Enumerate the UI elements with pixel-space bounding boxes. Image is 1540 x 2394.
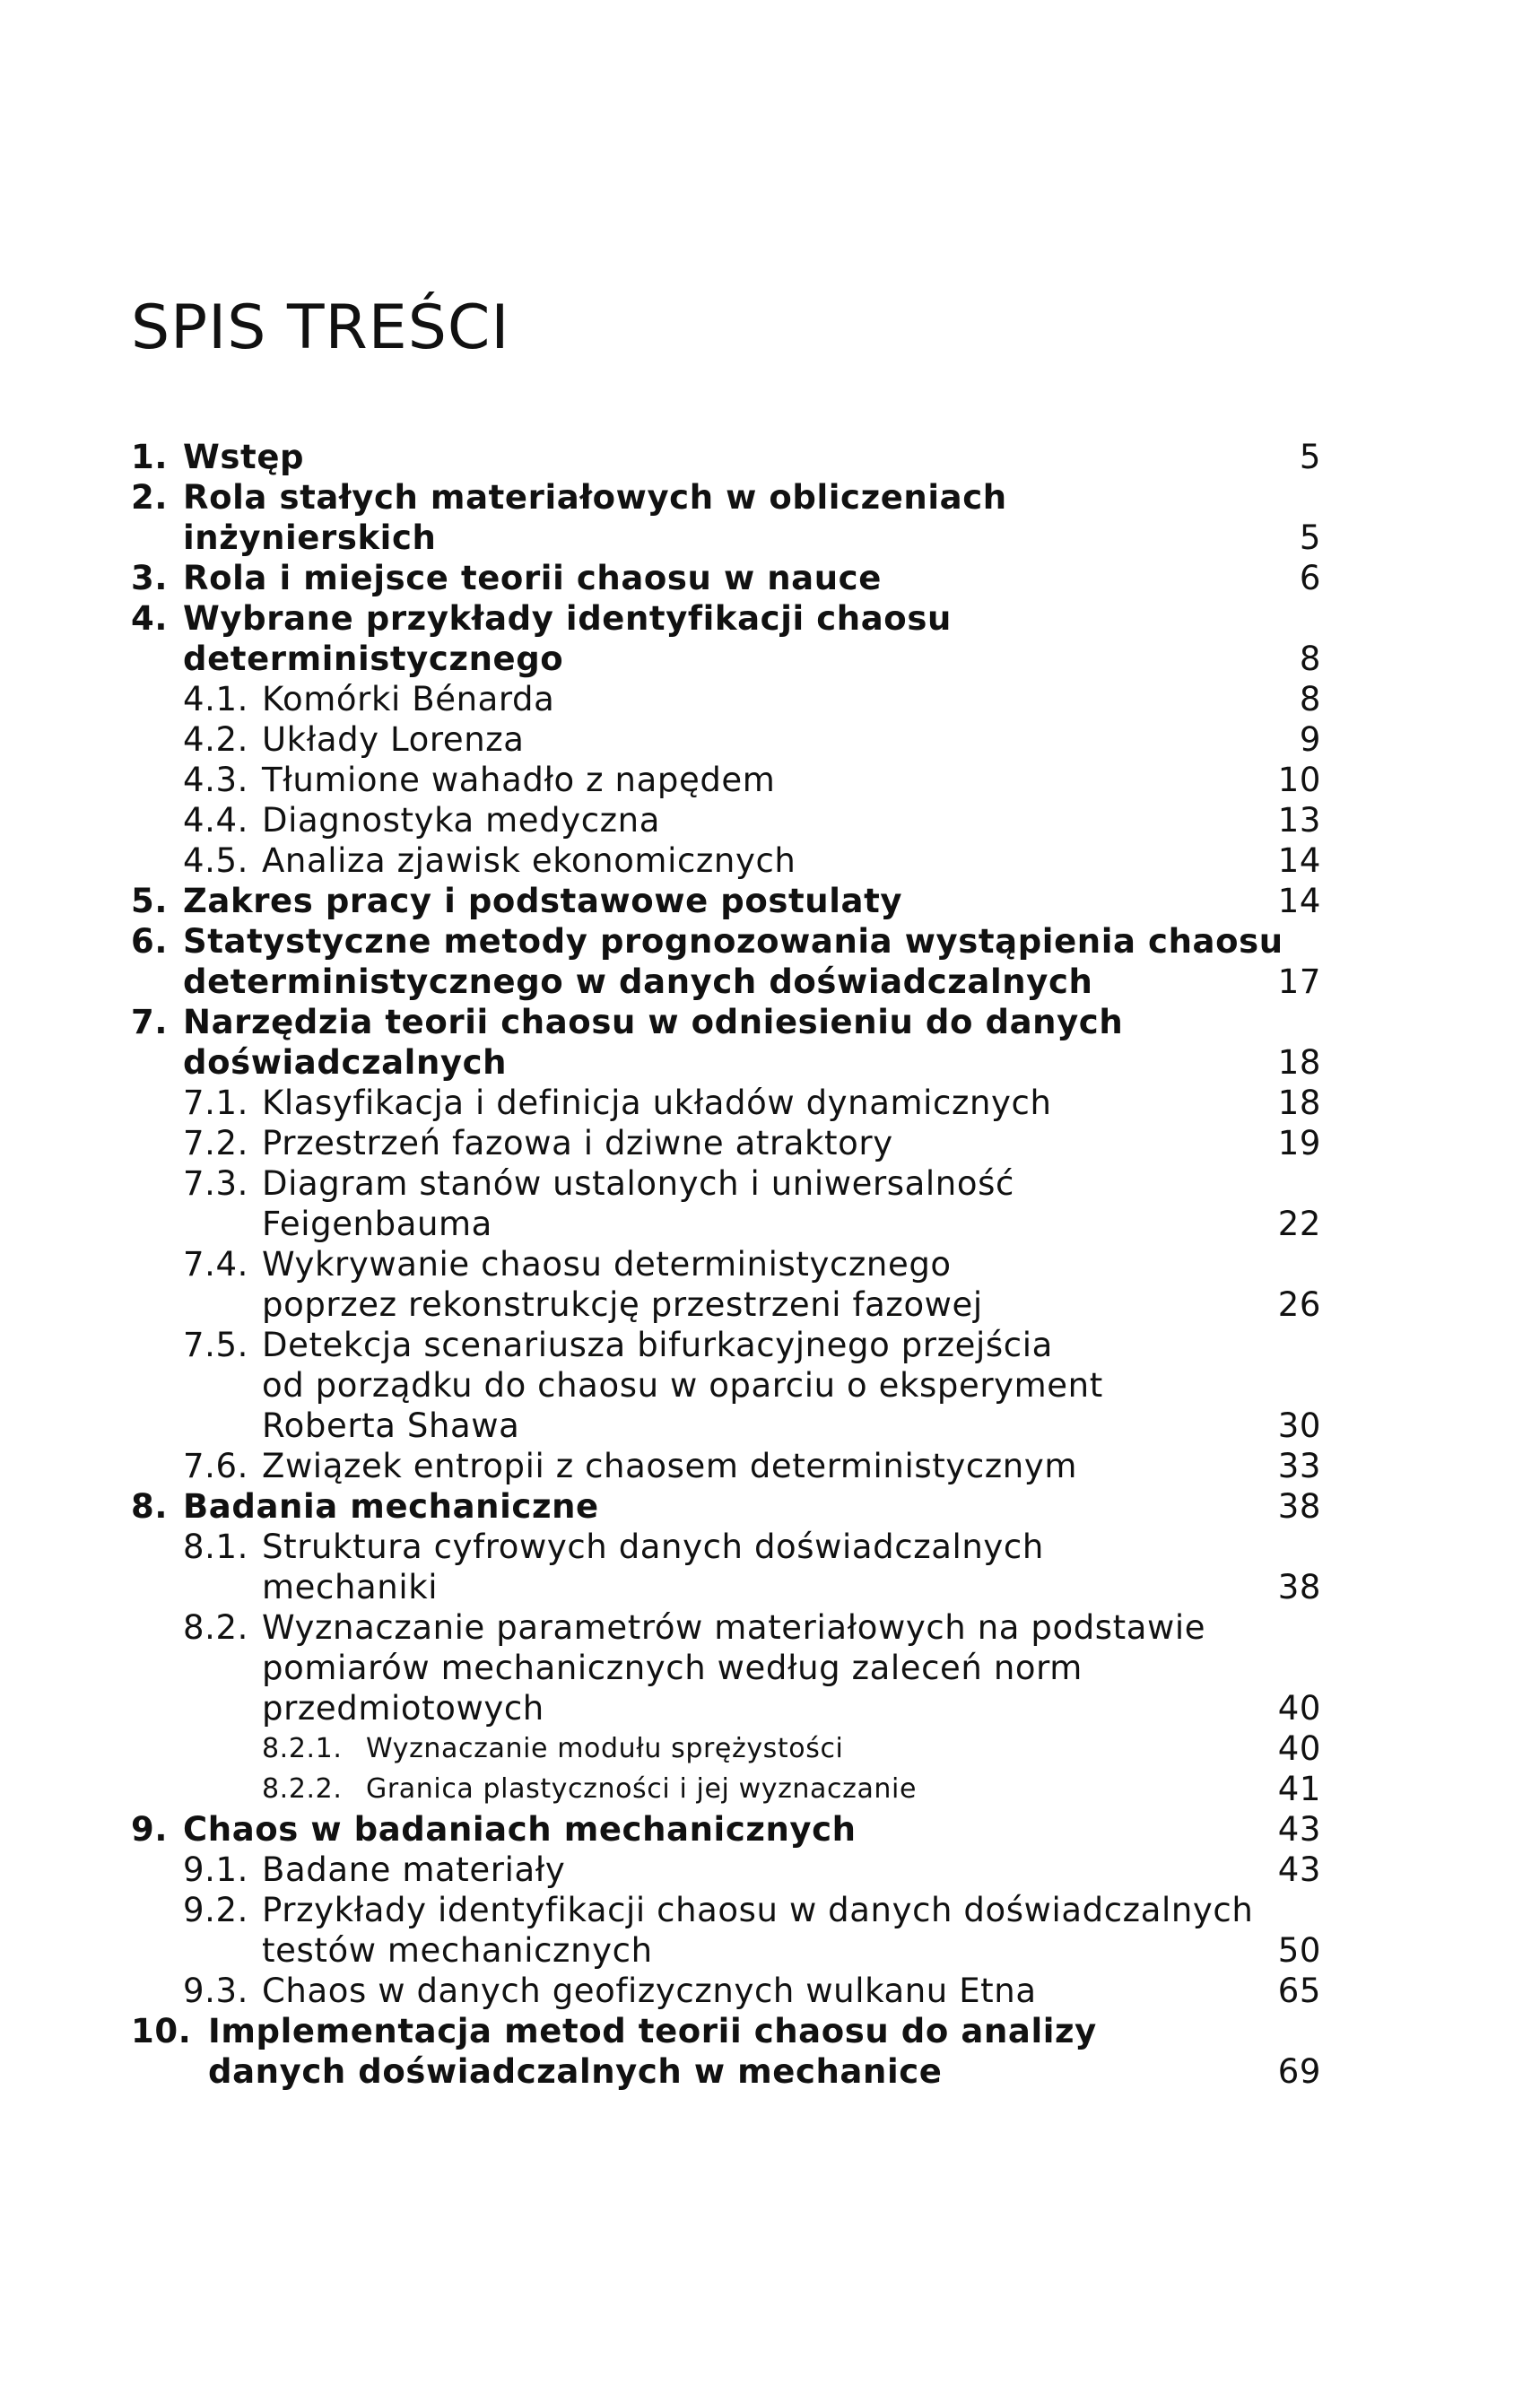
toc-text: Badane materiały xyxy=(262,1850,566,1889)
toc-page: 30 xyxy=(1277,1406,1321,1445)
toc-entry-8-2-1 xyxy=(0,1728,1540,1769)
toc-entry-4-cont xyxy=(0,639,1540,679)
toc-entry-7-2 xyxy=(0,1123,1540,1163)
toc-entry-4-3 xyxy=(0,760,1540,800)
toc-text: pomiarów mechanicznych według zaleceń norm xyxy=(262,1649,1083,1687)
toc-entry-7-3 xyxy=(0,1163,1540,1204)
toc-number: 7.4. xyxy=(183,1245,249,1284)
toc-number: 7.3. xyxy=(183,1164,249,1203)
toc-number: 7.1. xyxy=(183,1084,249,1122)
toc-number: 8.2.2. xyxy=(262,1773,343,1805)
toc-entry-10 xyxy=(0,2011,1540,2051)
toc-text: Implementacja metod teorii chaosu do analizy xyxy=(208,2012,1097,2050)
toc-entry-8-2-cont xyxy=(0,1648,1540,1688)
toc-entry-8-2-cont2 xyxy=(0,1688,1540,1728)
toc-text: Wstęp xyxy=(183,438,305,476)
toc-text: Granica plastyczności i jej wyznaczanie xyxy=(366,1773,918,1805)
toc-page: 50 xyxy=(1277,1931,1321,1970)
toc-entry-6-cont xyxy=(0,962,1540,1002)
toc-page: 38 xyxy=(1277,1487,1321,1526)
toc-number: 8.2.1. xyxy=(262,1733,343,1764)
toc-page: 38 xyxy=(1277,1568,1321,1606)
toc-text: Związek entropii z chaosem deterministycznym xyxy=(262,1447,1077,1485)
toc-entry-7-1 xyxy=(0,1083,1540,1123)
toc-number: 4.4. xyxy=(183,801,249,840)
toc-text: Struktura cyfrowych danych doświadczalnych xyxy=(262,1528,1044,1566)
toc-number: 4.1. xyxy=(183,680,249,718)
toc-text: deterministycznego xyxy=(183,640,564,678)
toc-text: poprzez rekonstrukcję przestrzeni fazowej xyxy=(262,1285,983,1324)
toc-text: Zakres pracy i podstawowe postulaty xyxy=(183,882,903,920)
toc-page: 17 xyxy=(1277,962,1321,1001)
toc-text: Wyznaczanie parametrów materiałowych na podstawie xyxy=(262,1608,1206,1647)
toc-page: 33 xyxy=(1277,1447,1321,1485)
toc-text: Chaos w danych geofizycznych wulkanu Etna xyxy=(262,1972,1037,2010)
toc-entry-7-cont xyxy=(0,1042,1540,1083)
toc-entry-2 xyxy=(0,477,1540,518)
toc-text: Komórki Bénarda xyxy=(262,680,555,718)
toc-page: 43 xyxy=(1277,1810,1321,1849)
toc-entry-7-5 xyxy=(0,1325,1540,1365)
toc-page: 5 xyxy=(1299,518,1321,557)
toc-text: przedmiotowych xyxy=(262,1689,544,1728)
toc-page: 18 xyxy=(1277,1043,1321,1082)
toc-entry-7-3-cont xyxy=(0,1204,1540,1244)
toc-text: Badania mechaniczne xyxy=(183,1487,599,1526)
toc-text: Rola i miejsce teorii chaosu w nauce xyxy=(183,559,882,597)
toc-entry-9-3 xyxy=(0,1971,1540,2011)
toc-page: 18 xyxy=(1277,1084,1321,1122)
toc-number: 7.2. xyxy=(183,1124,249,1162)
toc-page: 22 xyxy=(1277,1205,1321,1243)
toc-entry-9-2-cont xyxy=(0,1930,1540,1971)
toc-entry-2-cont xyxy=(0,518,1540,558)
toc-text: testów mechanicznych xyxy=(262,1931,653,1970)
toc-entry-7-4 xyxy=(0,1244,1540,1284)
toc-entry-10-cont xyxy=(0,2051,1540,2092)
toc-entry-7-6 xyxy=(0,1446,1540,1486)
toc-page: 40 xyxy=(1277,1729,1321,1768)
toc-number: 9. xyxy=(131,1810,169,1849)
toc-number: 8.1. xyxy=(183,1528,249,1566)
toc-page: 6 xyxy=(1299,559,1321,597)
toc-entry-8-2-2 xyxy=(0,1769,1540,1809)
toc-text: Statystyczne metody prognozowania wystąpienia chaosu xyxy=(183,922,1283,961)
toc-text: Wybrane przykłady identyfikacji chaosu xyxy=(183,599,952,638)
toc-text: Narzędzia teorii chaosu w odniesieniu do danych xyxy=(183,1003,1124,1041)
toc-entry-4-5 xyxy=(0,840,1540,881)
toc-page: 26 xyxy=(1277,1285,1321,1324)
toc-page: 43 xyxy=(1277,1850,1321,1889)
toc-text: Roberta Shawa xyxy=(262,1406,520,1445)
toc-text: Przykłady identyfikacji chaosu w danych doświadczalnych xyxy=(262,1891,1254,1929)
toc-page: 69 xyxy=(1277,2052,1321,2091)
toc-entry-6 xyxy=(0,921,1540,962)
toc-number: 3. xyxy=(131,559,169,597)
toc-text: Analiza zjawisk ekonomicznych xyxy=(262,841,796,880)
toc-number: 6. xyxy=(131,922,169,961)
toc-text: deterministycznego w danych doświadczalnych xyxy=(183,962,1093,1001)
toc-entry-4 xyxy=(0,598,1540,639)
toc-number: 1. xyxy=(131,438,169,476)
toc-entry-5 xyxy=(0,881,1540,921)
toc-text: inżynierskich xyxy=(183,518,437,557)
toc-text: Feigenbauma xyxy=(262,1205,492,1243)
toc-page: 19 xyxy=(1277,1124,1321,1162)
toc-page: 14 xyxy=(1277,882,1321,920)
toc-entry-9 xyxy=(0,1809,1540,1850)
toc-page: 40 xyxy=(1277,1689,1321,1728)
toc-number: 4.3. xyxy=(183,761,249,799)
toc-text: Tłumione wahadło z napędem xyxy=(262,761,776,799)
toc-number: 4. xyxy=(131,599,169,638)
toc-page: 41 xyxy=(1277,1770,1321,1808)
toc-text: Wyznaczanie modułu sprężystości xyxy=(366,1733,844,1764)
toc-number: 10. xyxy=(131,2012,192,2050)
toc-entry-7 xyxy=(0,1002,1540,1042)
page-title: SPIS TREŚCI xyxy=(131,292,510,363)
toc-text: danych doświadczalnych w mechanice xyxy=(208,2052,943,2091)
toc-number: 7.6. xyxy=(183,1447,249,1485)
toc-entry-3 xyxy=(0,558,1540,598)
toc-text: doświadczalnych xyxy=(183,1043,508,1082)
toc-number: 9.3. xyxy=(183,1972,249,2010)
toc-text: Przestrzeń fazowa i dziwne atraktory xyxy=(262,1124,893,1162)
toc-text: Chaos w badaniach mechanicznych xyxy=(183,1810,857,1849)
toc-number: 9.1. xyxy=(183,1850,249,1889)
toc-page: 14 xyxy=(1277,841,1321,880)
toc-number: 8. xyxy=(131,1487,169,1526)
toc-page: 5 xyxy=(1299,438,1321,476)
toc-number: 7. xyxy=(131,1003,169,1041)
toc-entry-7-5-cont2 xyxy=(0,1406,1540,1446)
toc-text: Układy Lorenza xyxy=(262,720,525,759)
toc-text: Diagnostyka medyczna xyxy=(262,801,660,840)
toc-text: mechaniki xyxy=(262,1568,439,1606)
toc-entry-4-4 xyxy=(0,800,1540,840)
toc-entry-7-4-cont xyxy=(0,1284,1540,1325)
toc-text: Rola stałych materiałowych w obliczeniach xyxy=(183,478,1007,517)
toc-page: 13 xyxy=(1277,801,1321,840)
toc-entry-8-2 xyxy=(0,1607,1540,1648)
toc-entry-9-2 xyxy=(0,1890,1540,1930)
toc-entry-7-5-cont xyxy=(0,1365,1540,1406)
toc-text: Diagram stanów ustalonych i uniwersalność xyxy=(262,1164,1014,1203)
toc-text: Wykrywanie chaosu deterministycznego xyxy=(262,1245,952,1284)
toc-number: 7.5. xyxy=(183,1326,249,1364)
toc-text: Detekcja scenariusza bifurkacyjnego przejścia xyxy=(262,1326,1053,1364)
toc-number: 8.2. xyxy=(183,1608,249,1647)
toc-entry-8 xyxy=(0,1486,1540,1527)
toc-entry-8-1-cont xyxy=(0,1567,1540,1607)
toc-number: 9.2. xyxy=(183,1891,249,1929)
toc-text: od porządku do chaosu w oparciu o eksperyment xyxy=(262,1366,1103,1405)
toc-entry-8-1 xyxy=(0,1527,1540,1567)
toc-entry-4-2 xyxy=(0,719,1540,760)
toc-entry-4-1 xyxy=(0,679,1540,719)
toc-number: 4.5. xyxy=(183,841,249,880)
toc-page: 65 xyxy=(1277,1972,1321,2010)
table-of-contents xyxy=(0,437,1540,2092)
toc-entry-1 xyxy=(0,437,1540,477)
toc-page: 10 xyxy=(1277,761,1321,799)
toc-entry-9-1 xyxy=(0,1850,1540,1890)
toc-number: 2. xyxy=(131,478,169,517)
toc-page: 8 xyxy=(1299,640,1321,678)
toc-number: 4.2. xyxy=(183,720,249,759)
toc-text: Klasyfikacja i definicja układów dynamicznych xyxy=(262,1084,1052,1122)
toc-page: 9 xyxy=(1299,720,1321,759)
toc-number: 5. xyxy=(131,882,169,920)
toc-page: 8 xyxy=(1299,680,1321,718)
